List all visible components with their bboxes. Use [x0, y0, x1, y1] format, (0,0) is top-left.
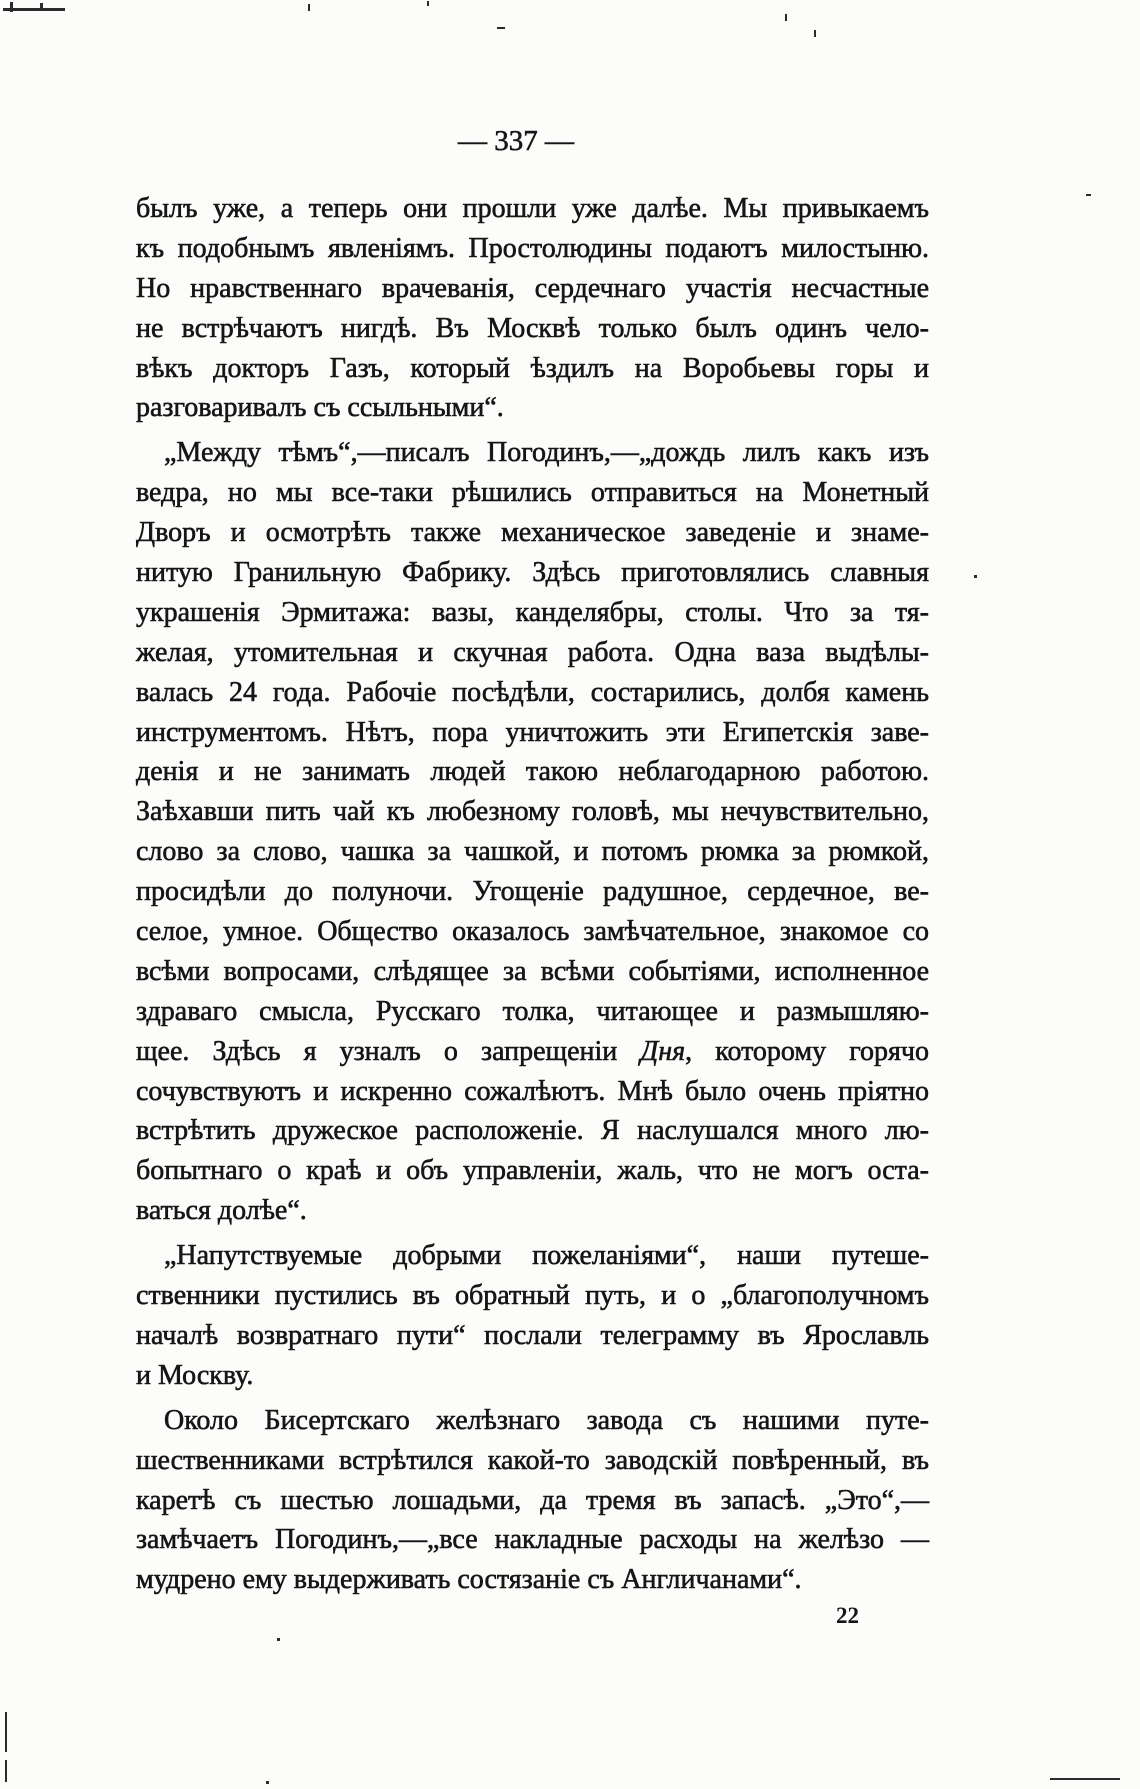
- paragraph: [136, 1236, 929, 1396]
- text-line: просидѣли до полуночи. Угощеніе радушное, сердечное, ве-: [136, 876, 929, 908]
- text-line: Но нравственнаго врачеванія, сердечнаго участія несчастные: [136, 272, 929, 304]
- scan-speck: [814, 30, 816, 37]
- text-line: сочувствуютъ и искренно сожалѣютъ. Мнѣ было очень пріятно: [136, 1075, 929, 1107]
- text-line: шественниками встрѣтился какой-то заводскій повѣренный, въ: [136, 1444, 929, 1476]
- signature-mark: 22: [836, 1603, 859, 1628]
- scan-speck: [5, 1760, 7, 1782]
- scan-speck: [497, 27, 505, 29]
- text-line: украшенія Эрмитажа: вазы, канделябры, столы. Что за тя-: [136, 596, 929, 628]
- scan-speck: [10, 2, 13, 12]
- text-line: бопытнаго о краѣ и объ управленіи, жаль, что не могъ оста-: [136, 1155, 929, 1187]
- text-line: ственники пустились въ обратный путь, и о „благополучномъ: [136, 1280, 929, 1312]
- text-line: замѣчаетъ Погодинъ,—„все накладные расходы на желѣзо —: [136, 1524, 929, 1556]
- page-number: — 337 —: [458, 125, 574, 157]
- scan-speck: [427, 1, 429, 6]
- scan-speck: [1086, 194, 1091, 196]
- text-line: вѣкъ докторъ Газъ, который ѣздилъ на Воробьевы горы и: [136, 352, 929, 384]
- text-line: валась 24 года. Рабочіе посѣдѣли, состарились, долбя камень: [136, 676, 929, 708]
- text-line: здраваго смысла, Русскаго толка, читающее и размышляю-: [136, 995, 929, 1027]
- text-line: не встрѣчаютъ нигдѣ. Въ Москвѣ только былъ одинъ чело-: [136, 312, 929, 344]
- text-line: Заѣхавши пить чай къ любезному головѣ, мы нечувствительно,: [136, 796, 929, 828]
- text-line: нитую Гранильную Фабрику. Здѣсь приготовлялись славныя: [136, 557, 929, 589]
- scan-speck: [1050, 1778, 1120, 1780]
- scan-speck: [308, 4, 310, 11]
- scan-speck: [40, 3, 43, 11]
- text-line: и Москву.: [136, 1359, 254, 1391]
- text-line: Дворъ и осмотрѣть также механическое заведеніе и знаме-: [136, 517, 929, 549]
- text-segment: щее. Здѣсь я узналъ о запрещеніи: [136, 1035, 641, 1067]
- text-line: „Между тѣмъ“,—писалъ Погодинъ,—„дождь лилъ какъ изъ: [164, 437, 929, 469]
- text-line: желая, утомительная и скучная работа. Одна ваза выдѣлы-: [136, 636, 929, 668]
- text-line: былъ уже, а теперь они прошли уже далѣе. Мы привыкаемъ: [136, 193, 929, 224]
- text-line: началѣ возвратнаго пути“ послали телеграмму въ Ярославль: [136, 1319, 929, 1351]
- page-body: [136, 189, 929, 1600]
- text-line: къ подобнымъ явленіямъ. Простолюдины подаютъ милостыню.: [136, 232, 929, 264]
- text-line: инструментомъ. Нѣтъ, пора уничтожить эти Египетскія заве-: [136, 716, 929, 748]
- scan-speck: [277, 1638, 280, 1641]
- text-line: мудрено ему выдерживать состязаніе съ Англичанами“.: [136, 1564, 802, 1596]
- text-line: всѣми вопросами, слѣдящее за всѣми событіями, исполненное: [136, 955, 929, 987]
- text-line: встрѣтить дружеское расположеніе. Я наслушался много лю-: [136, 1115, 929, 1147]
- scan-speck: [785, 14, 787, 21]
- scan-speck: [974, 575, 977, 578]
- text-line: разговаривалъ съ ссыльными“.: [136, 392, 504, 424]
- scan-speck: [266, 1781, 269, 1784]
- text-line: [136, 1032, 929, 1072]
- text-line: селое, умное. Общество оказалось замѣчательное, знакомое со: [136, 916, 929, 948]
- paragraph: [136, 189, 929, 428]
- text-segment: , которому горячо: [685, 1035, 929, 1067]
- paragraph: [136, 1401, 929, 1600]
- text-line: ваться долѣе“.: [136, 1195, 307, 1227]
- paragraph: [136, 433, 929, 1231]
- text-line: денія и не занимать людей такою неблагодарною работою.: [136, 756, 929, 788]
- text-line: слово за слово, чашка за чашкой, и потомъ рюмка за рюмкой,: [136, 836, 929, 868]
- text-line: „Напутствуемые добрыми пожеланіями“, наши путеше-: [164, 1240, 929, 1272]
- italic-title: Дня: [640, 1035, 686, 1067]
- text-line: ведра, но мы все-таки рѣшились отправиться на Монетный: [136, 477, 929, 509]
- scan-speck: [5, 1712, 7, 1752]
- text-line: каретѣ съ шестью лошадьми, да тремя въ запасѣ. „Это“,—: [136, 1484, 929, 1516]
- text-line: Около Бисертскаго желѣзнаго завода съ нашими путе-: [164, 1404, 929, 1436]
